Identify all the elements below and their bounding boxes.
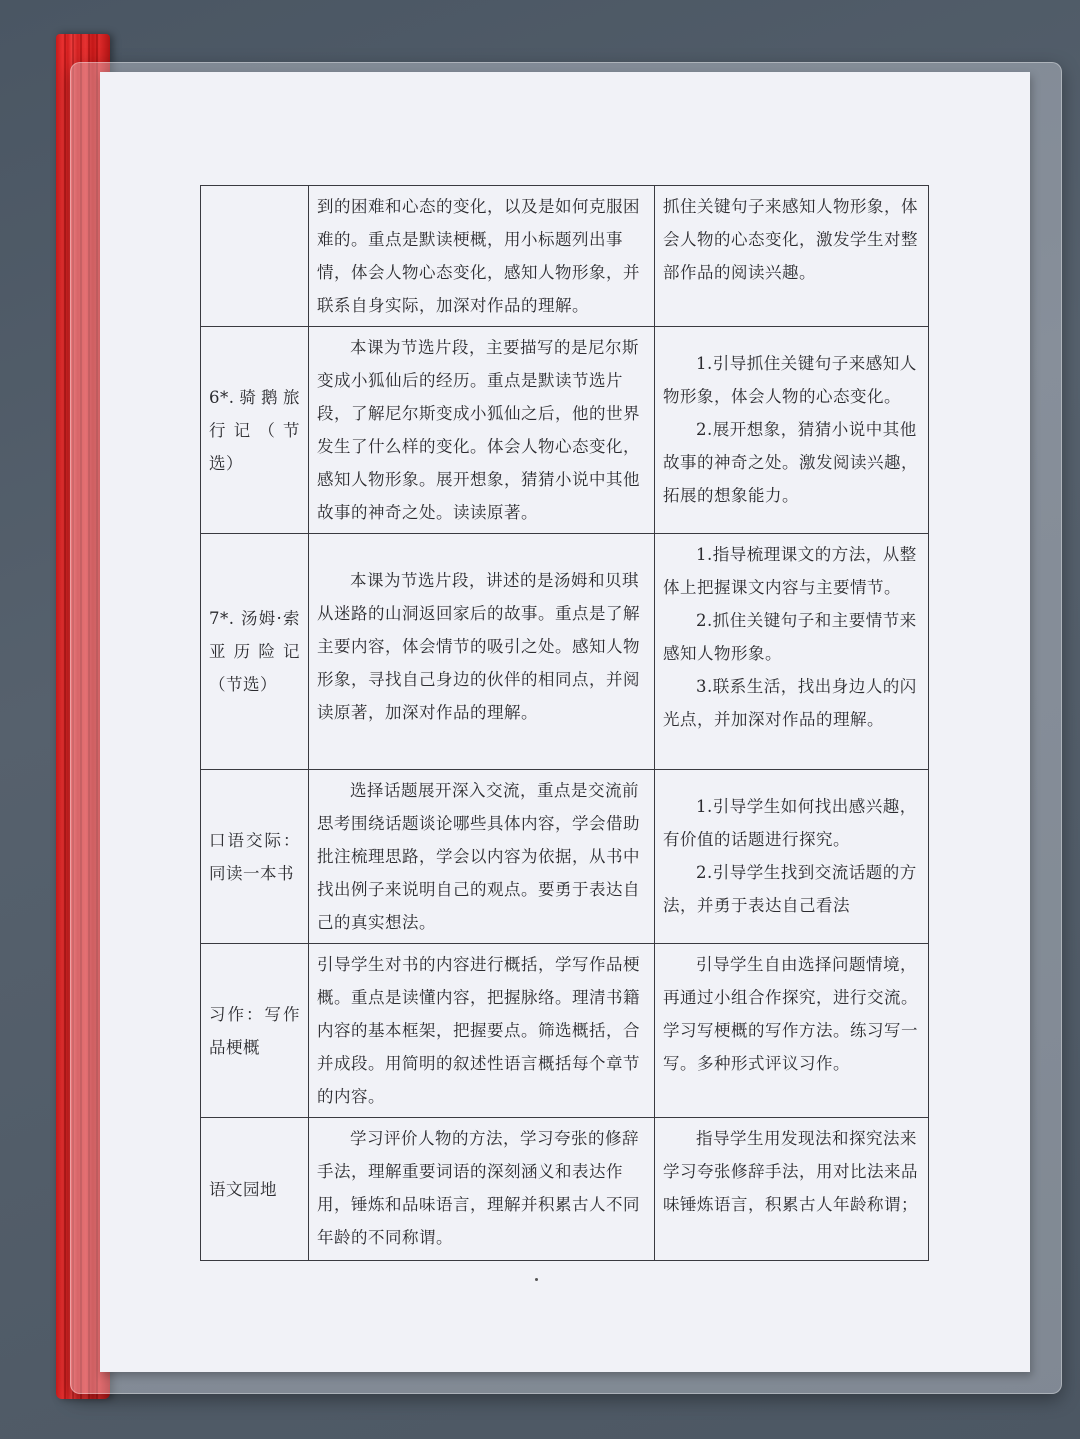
method-line: 3.联系生活，找出身边人的闪光点，并加深对作品的理解。 [663,677,917,729]
table-row [201,327,929,534]
lesson-name-cell: 6*.骑鹅旅行记（节选） [201,327,309,534]
method-line: 引导学生自由选择问题情境， [696,955,917,974]
method-line: 1.引导学生如何找出感兴趣，有价值的话题进行探究。 [663,797,917,849]
lesson-content-cell: 本课为节选片段，讲述的是汤姆和贝琪从迷路的山洞返回家后的故事。重点是了解主要内容，体会情节的吸引之处。感知人物形象，寻找自己身边的伙伴的相同点，并阅读原著，加深对作品的理解。 [309,534,655,770]
table-row [201,770,929,944]
lesson-content-cell: 学习评价人物的方法，学习夸张的修辞手法，理解重要词语的深刻涵义和表达作用，锤炼和品味语言，理解并积累古人不同年龄的不同称谓。 [309,1118,655,1261]
lesson-name-cell: 口语交际：同读一本书 [201,770,309,944]
paper-speck [535,1278,538,1281]
lesson-content-cell: 引导学生对书的内容进行概括，学写作品梗概。重点是读懂内容，把握脉络。理清书籍内容的基本框架，把握要点。筛选概括，合并成段。用简明的叙述性语言概括每个章节的内容。 [309,944,655,1118]
lesson-content-cell: 到的困难和心态的变化，以及是如何克服困难的。重点是默读梗概，用小标题列出事情，体会人物心态变化，感知人物形象，并联系自身实际，加深对作品的理解。 [309,186,655,327]
method-line: 1.指导梳理课文的方法，从整体上把握课文内容与主要情节。 [663,545,917,597]
lesson-name-cell [201,186,309,327]
lesson-name-cell: 习作：写作品梗概 [201,944,309,1118]
method-line: 抓住关键句子来感知人物形象，体会人物的心态变化，激发学生对整部作品的阅读兴趣。 [663,197,918,282]
lesson-method-cell [655,327,929,534]
lesson-method-cell [655,944,929,1118]
lesson-method-cell [655,534,929,770]
table-row [201,1118,929,1261]
lesson-method-cell [655,186,929,327]
lesson-name-cell: 7*. 汤姆·索亚历险记（节选） [201,534,309,770]
lesson-table [200,185,929,1261]
lesson-content-cell: 选择话题展开深入交流，重点是交流前思考围绕话题谈论哪些具体内容，学会借助批注梳理思路，学会以内容为依据，从书中找出例子来说明自己的观点。要勇于表达自己的真实想法。 [309,770,655,944]
method-line: 2.引导学生找到交流话题的方法，并勇于表达自己看法 [663,863,917,915]
lesson-method-cell: 指导学生用发现法和探究法来学习夸张修辞手法，用对比法来品味锤炼语言，积累古人年龄称谓； [655,1118,929,1261]
method-line: 1.引导抓住关键句子来感知人物形象，体会人物的心态变化。 [663,354,917,406]
table-row [201,944,929,1118]
lesson-content-cell: 本课为节选片段，主要描写的是尼尔斯变成小狐仙后的经历。重点是默读节选片段，了解尼尔斯变成小狐仙之后，他的世界发生了什么样的变化。体会人物心态变化，感知人物形象。展开想象，猜猜小说中其他故事的神奇之处。读读原著。 [309,327,655,534]
method-line: 再通过小组合作探究，进行交流。学习写梗概的写作方法。练习写一写。多种形式评议习作。 [663,988,918,1073]
lesson-name-cell: 语文园地 [201,1118,309,1261]
table-row [201,186,929,327]
lesson-method-cell [655,770,929,944]
method-line: 2.展开想象，猜猜小说中其他故事的神奇之处。激发阅读兴趣，拓展的想象能力。 [663,420,918,505]
table-row [201,534,929,770]
method-line: 2.抓住关键句子和主要情节来感知人物形象。 [663,611,917,663]
